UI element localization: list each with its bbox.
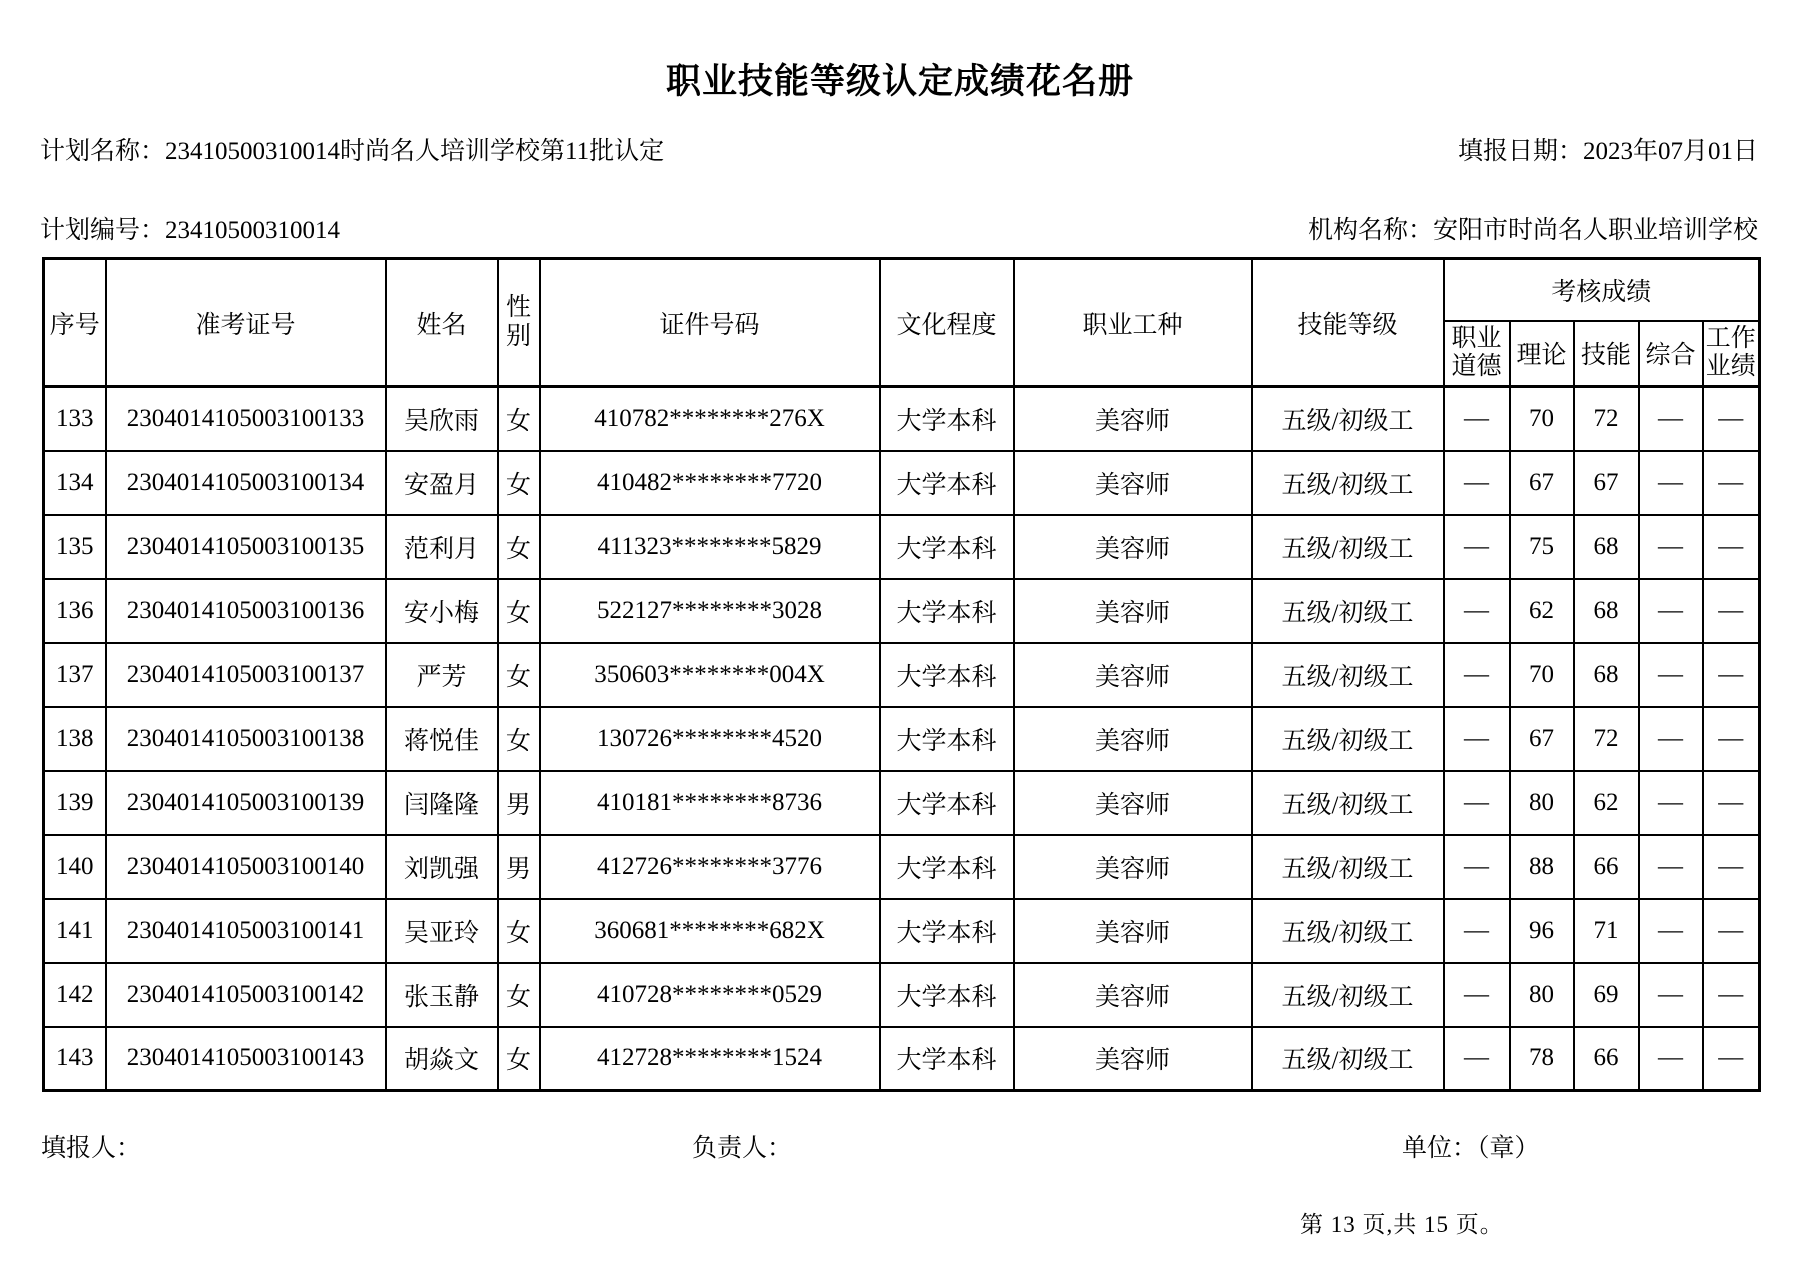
cell-education: 大学本科 bbox=[880, 515, 1014, 579]
cell-score-comprehensive: — bbox=[1639, 515, 1703, 579]
header-gender: 性别 bbox=[498, 259, 540, 387]
cell-id-no: 411323********5829 bbox=[540, 515, 880, 579]
cell-education: 大学本科 bbox=[880, 963, 1014, 1027]
cell-exam-no: 2304014105003100138 bbox=[106, 707, 386, 771]
cell-score-comprehensive: — bbox=[1639, 963, 1703, 1027]
cell-gender: 男 bbox=[498, 771, 540, 835]
cell-skill-level: 五级/初级工 bbox=[1252, 771, 1444, 835]
header-score-theory: 理论 bbox=[1510, 321, 1574, 387]
cell-score-work: — bbox=[1703, 1027, 1760, 1091]
footer-filler-label: 填报人： bbox=[41, 1135, 142, 1162]
footer-responsible-label: 负责人： bbox=[692, 1135, 793, 1162]
page-title: 职业技能等级认定成绩花名册 bbox=[665, 62, 1134, 101]
cell-gender: 女 bbox=[498, 387, 540, 451]
cell-seq: 139 bbox=[44, 771, 106, 835]
header-occupation: 职业工种 bbox=[1014, 259, 1252, 387]
cell-gender: 女 bbox=[498, 515, 540, 579]
cell-id-no: 522127********3028 bbox=[540, 579, 880, 643]
cell-score-skill: 68 bbox=[1574, 643, 1639, 707]
cell-score-skill: 71 bbox=[1574, 899, 1639, 963]
cell-skill-level: 五级/初级工 bbox=[1252, 899, 1444, 963]
cell-skill-level: 五级/初级工 bbox=[1252, 387, 1444, 451]
cell-id-no: 410728********0529 bbox=[540, 963, 880, 1027]
cell-gender: 女 bbox=[498, 1027, 540, 1091]
cell-score-morality: — bbox=[1444, 707, 1510, 771]
cell-education: 大学本科 bbox=[880, 451, 1014, 515]
cell-seq: 137 bbox=[44, 643, 106, 707]
cell-id-no: 412726********3776 bbox=[540, 835, 880, 899]
table-row bbox=[44, 1027, 1760, 1091]
cell-score-morality: — bbox=[1444, 771, 1510, 835]
cell-skill-level: 五级/初级工 bbox=[1252, 515, 1444, 579]
cell-score-morality: — bbox=[1444, 963, 1510, 1027]
cell-seq: 138 bbox=[44, 707, 106, 771]
header-exam-no: 准考证号 bbox=[106, 259, 386, 387]
cell-skill-level: 五级/初级工 bbox=[1252, 963, 1444, 1027]
cell-education: 大学本科 bbox=[880, 835, 1014, 899]
table-row bbox=[44, 771, 1760, 835]
meta-report-date: 填报日期：2023年07月01日 bbox=[1457, 138, 1758, 165]
cell-id-no: 410782********276X bbox=[540, 387, 880, 451]
cell-id-no: 360681********682X bbox=[540, 899, 880, 963]
cell-score-work: — bbox=[1703, 899, 1760, 963]
cell-score-morality: — bbox=[1444, 579, 1510, 643]
cell-seq: 136 bbox=[44, 579, 106, 643]
table-row bbox=[44, 515, 1760, 579]
cell-score-comprehensive: — bbox=[1639, 707, 1703, 771]
cell-skill-level: 五级/初级工 bbox=[1252, 643, 1444, 707]
header-score-morality: 职业道德 bbox=[1444, 321, 1510, 387]
cell-name: 张玉静 bbox=[386, 963, 498, 1027]
cell-score-work: — bbox=[1703, 579, 1760, 643]
cell-score-skill: 69 bbox=[1574, 963, 1639, 1027]
cell-score-skill: 72 bbox=[1574, 707, 1639, 771]
cell-id-no: 410482********7720 bbox=[540, 451, 880, 515]
cell-score-theory: 80 bbox=[1510, 963, 1574, 1027]
header-score-work: 工作业绩 bbox=[1703, 321, 1760, 387]
table-body bbox=[44, 387, 1760, 1091]
cell-occupation: 美容师 bbox=[1014, 835, 1252, 899]
cell-id-no: 410181********8736 bbox=[540, 771, 880, 835]
cell-score-theory: 70 bbox=[1510, 643, 1574, 707]
cell-score-work: — bbox=[1703, 835, 1760, 899]
cell-name: 吴欣雨 bbox=[386, 387, 498, 451]
cell-education: 大学本科 bbox=[880, 771, 1014, 835]
cell-occupation: 美容师 bbox=[1014, 899, 1252, 963]
cell-score-work: — bbox=[1703, 515, 1760, 579]
cell-exam-no: 2304014105003100143 bbox=[106, 1027, 386, 1091]
cell-exam-no: 2304014105003100134 bbox=[106, 451, 386, 515]
cell-score-theory: 96 bbox=[1510, 899, 1574, 963]
cell-score-skill: 72 bbox=[1574, 387, 1639, 451]
meta-plan-name: 计划名称：23410500310014时尚名人培训学校第11批认定 bbox=[40, 138, 665, 165]
cell-education: 大学本科 bbox=[880, 899, 1014, 963]
cell-skill-level: 五级/初级工 bbox=[1252, 451, 1444, 515]
cell-score-theory: 67 bbox=[1510, 707, 1574, 771]
cell-score-skill: 66 bbox=[1574, 835, 1639, 899]
cell-gender: 女 bbox=[498, 963, 540, 1027]
cell-score-work: — bbox=[1703, 387, 1760, 451]
cell-score-comprehensive: — bbox=[1639, 771, 1703, 835]
cell-score-theory: 75 bbox=[1510, 515, 1574, 579]
cell-score-morality: — bbox=[1444, 451, 1510, 515]
cell-gender: 女 bbox=[498, 707, 540, 771]
cell-score-skill: 68 bbox=[1574, 515, 1639, 579]
cell-gender: 男 bbox=[498, 835, 540, 899]
table-row bbox=[44, 451, 1760, 515]
cell-score-theory: 62 bbox=[1510, 579, 1574, 643]
cell-score-morality: — bbox=[1444, 643, 1510, 707]
footer-unit-label: 单位：（章） bbox=[1402, 1135, 1540, 1162]
cell-id-no: 412728********1524 bbox=[540, 1027, 880, 1091]
page-indicator: 第 13 页,共 15 页。 bbox=[1300, 1212, 1504, 1237]
cell-occupation: 美容师 bbox=[1014, 387, 1252, 451]
cell-gender: 女 bbox=[498, 579, 540, 643]
header-id-no: 证件号码 bbox=[540, 259, 880, 387]
cell-score-theory: 88 bbox=[1510, 835, 1574, 899]
cell-score-work: — bbox=[1703, 451, 1760, 515]
cell-gender: 女 bbox=[498, 899, 540, 963]
cell-education: 大学本科 bbox=[880, 387, 1014, 451]
cell-occupation: 美容师 bbox=[1014, 579, 1252, 643]
cell-name: 刘凯强 bbox=[386, 835, 498, 899]
cell-score-morality: — bbox=[1444, 387, 1510, 451]
cell-exam-no: 2304014105003100142 bbox=[106, 963, 386, 1027]
cell-score-comprehensive: — bbox=[1639, 451, 1703, 515]
cell-id-no: 350603********004X bbox=[540, 643, 880, 707]
cell-seq: 141 bbox=[44, 899, 106, 963]
cell-score-theory: 80 bbox=[1510, 771, 1574, 835]
meta-org-name: 机构名称：安阳市时尚名人职业培训学校 bbox=[1307, 217, 1758, 244]
cell-occupation: 美容师 bbox=[1014, 707, 1252, 771]
table-row bbox=[44, 899, 1760, 963]
cell-skill-level: 五级/初级工 bbox=[1252, 1027, 1444, 1091]
cell-name: 蒋悦佳 bbox=[386, 707, 498, 771]
cell-skill-level: 五级/初级工 bbox=[1252, 835, 1444, 899]
cell-exam-no: 2304014105003100137 bbox=[106, 643, 386, 707]
cell-score-comprehensive: — bbox=[1639, 899, 1703, 963]
cell-gender: 女 bbox=[498, 643, 540, 707]
cell-name: 吴亚玲 bbox=[386, 899, 498, 963]
cell-exam-no: 2304014105003100141 bbox=[106, 899, 386, 963]
cell-score-work: — bbox=[1703, 707, 1760, 771]
cell-exam-no: 2304014105003100140 bbox=[106, 835, 386, 899]
cell-score-comprehensive: — bbox=[1639, 387, 1703, 451]
cell-score-skill: 67 bbox=[1574, 451, 1639, 515]
cell-score-skill: 66 bbox=[1574, 1027, 1639, 1091]
cell-seq: 135 bbox=[44, 515, 106, 579]
cell-score-theory: 67 bbox=[1510, 451, 1574, 515]
cell-name: 安盈月 bbox=[386, 451, 498, 515]
cell-occupation: 美容师 bbox=[1014, 963, 1252, 1027]
cell-score-morality: — bbox=[1444, 899, 1510, 963]
table-row bbox=[44, 707, 1760, 771]
cell-exam-no: 2304014105003100133 bbox=[106, 387, 386, 451]
cell-score-work: — bbox=[1703, 771, 1760, 835]
table-header bbox=[44, 259, 1760, 387]
cell-occupation: 美容师 bbox=[1014, 1027, 1252, 1091]
table-row bbox=[44, 579, 1760, 643]
cell-score-comprehensive: — bbox=[1639, 643, 1703, 707]
cell-score-morality: — bbox=[1444, 835, 1510, 899]
table-row bbox=[44, 643, 1760, 707]
cell-score-work: — bbox=[1703, 643, 1760, 707]
cell-skill-level: 五级/初级工 bbox=[1252, 707, 1444, 771]
cell-name: 范利月 bbox=[386, 515, 498, 579]
cell-score-skill: 62 bbox=[1574, 771, 1639, 835]
table-row bbox=[44, 963, 1760, 1027]
cell-name: 胡焱文 bbox=[386, 1027, 498, 1091]
cell-exam-no: 2304014105003100135 bbox=[106, 515, 386, 579]
cell-occupation: 美容师 bbox=[1014, 771, 1252, 835]
header-score-group: 考核成绩 bbox=[1444, 259, 1760, 321]
cell-score-comprehensive: — bbox=[1639, 579, 1703, 643]
cell-score-comprehensive: — bbox=[1639, 1027, 1703, 1091]
cell-occupation: 美容师 bbox=[1014, 451, 1252, 515]
cell-score-theory: 70 bbox=[1510, 387, 1574, 451]
cell-skill-level: 五级/初级工 bbox=[1252, 579, 1444, 643]
cell-seq: 134 bbox=[44, 451, 106, 515]
cell-seq: 133 bbox=[44, 387, 106, 451]
cell-score-morality: — bbox=[1444, 1027, 1510, 1091]
header-score-skill: 技能 bbox=[1574, 321, 1639, 387]
cell-education: 大学本科 bbox=[880, 579, 1014, 643]
cell-score-comprehensive: — bbox=[1639, 835, 1703, 899]
cell-name: 严芳 bbox=[386, 643, 498, 707]
cell-exam-no: 2304014105003100139 bbox=[106, 771, 386, 835]
roster-table bbox=[42, 257, 1761, 1092]
cell-education: 大学本科 bbox=[880, 643, 1014, 707]
cell-occupation: 美容师 bbox=[1014, 515, 1252, 579]
cell-name: 安小梅 bbox=[386, 579, 498, 643]
cell-score-theory: 78 bbox=[1510, 1027, 1574, 1091]
header-seq: 序号 bbox=[44, 259, 106, 387]
cell-seq: 143 bbox=[44, 1027, 106, 1091]
header-score-comprehensive: 综合 bbox=[1639, 321, 1703, 387]
cell-seq: 142 bbox=[44, 963, 106, 1027]
cell-exam-no: 2304014105003100136 bbox=[106, 579, 386, 643]
header-name: 姓名 bbox=[386, 259, 498, 387]
cell-education: 大学本科 bbox=[880, 1027, 1014, 1091]
cell-gender: 女 bbox=[498, 451, 540, 515]
table-row bbox=[44, 387, 1760, 451]
cell-score-skill: 68 bbox=[1574, 579, 1639, 643]
table-row bbox=[44, 835, 1760, 899]
cell-score-work: — bbox=[1703, 963, 1760, 1027]
cell-name: 闫隆隆 bbox=[386, 771, 498, 835]
header-skill-level: 技能等级 bbox=[1252, 259, 1444, 387]
header-education: 文化程度 bbox=[880, 259, 1014, 387]
cell-seq: 140 bbox=[44, 835, 106, 899]
meta-plan-code: 计划编号：23410500310014 bbox=[40, 217, 341, 244]
cell-score-morality: — bbox=[1444, 515, 1510, 579]
cell-education: 大学本科 bbox=[880, 707, 1014, 771]
cell-occupation: 美容师 bbox=[1014, 643, 1252, 707]
cell-id-no: 130726********4520 bbox=[540, 707, 880, 771]
